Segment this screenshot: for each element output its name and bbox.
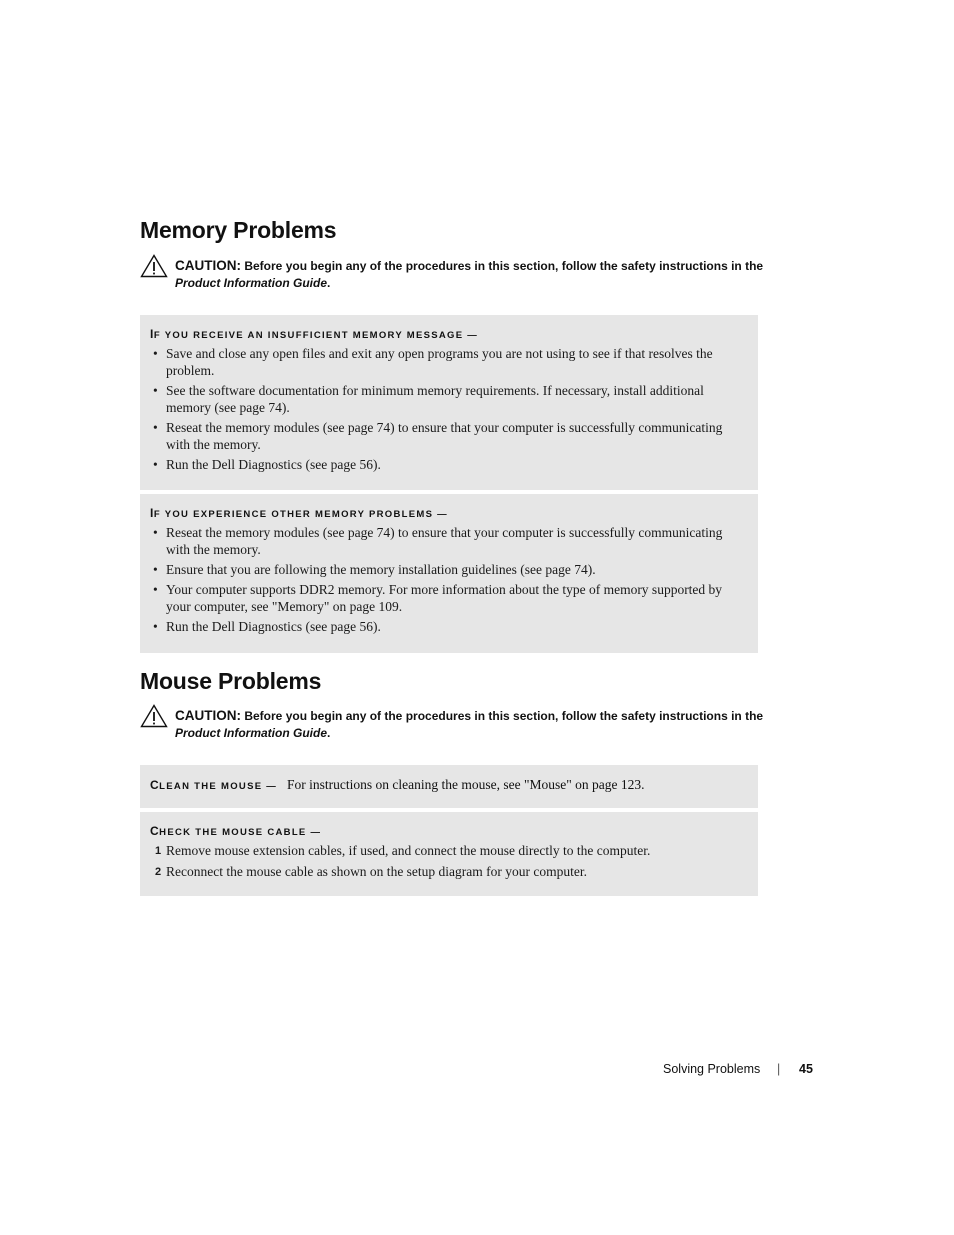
list-item: • Run the Dell Diagnostics (see page 56).	[153, 619, 381, 634]
mouse-problems-heading: Mouse Problems	[140, 668, 322, 694]
check-mouse-cable-heading	[150, 820, 748, 842]
list-item: • Your computer supports DDR2 memory. For more information about the type of memory supported by your computer, see "Memory" on page 109.	[153, 582, 723, 614]
footer-page-number: 45	[799, 1062, 813, 1076]
other-memory-box	[140, 494, 758, 653]
other-memory-list	[150, 524, 748, 635]
heading-initial: I	[150, 327, 154, 341]
heading-rest: F YOU RECEIVE AN INSUFFICIENT MEMORY MESSAGE —	[153, 330, 479, 341]
step-item: 1 Remove mouse extension cables, if used, and connect the mouse directly to the computer.	[155, 843, 651, 858]
footer-separator: |	[777, 1062, 781, 1076]
heading-rest: F YOU EXPERIENCE OTHER MEMORY PROBLEMS —	[153, 509, 448, 520]
insufficient-memory-heading	[150, 323, 748, 345]
list-item: • Reseat the memory modules (see page 74) to ensure that your computer is successfully communicating with the memory.	[153, 525, 723, 557]
clean-mouse-text: For instructions on cleaning the mouse, see "Mouse" on page 123.	[287, 777, 645, 792]
caution-guide-title: Product Information Guide	[175, 276, 327, 290]
memory-caution	[140, 254, 770, 294]
caution-text: Before you begin any of the procedures in this section, follow the safety instructions in the	[244, 709, 764, 723]
footer-section-title: Solving Problems	[663, 1062, 761, 1076]
caution-label: CAUTION:	[175, 258, 241, 273]
caution-triangle-icon	[140, 704, 168, 728]
clean-mouse-heading	[150, 775, 748, 797]
mouse-caution	[140, 704, 770, 744]
insufficient-memory-list	[150, 345, 748, 473]
heading-initial: C	[150, 824, 160, 838]
list-item: • Ensure that you are following the memory installation guidelines (see page 74).	[153, 562, 596, 577]
memory-problems-heading: Memory Problems	[140, 217, 337, 243]
clean-mouse-box	[140, 765, 758, 808]
heading-initial: I	[150, 506, 154, 520]
caution-text: Before you begin any of the procedures in this section, follow the safety instructions in the	[244, 259, 764, 273]
caution-label: CAUTION:	[175, 708, 241, 723]
caution-period: .	[327, 726, 331, 740]
list-item: • Save and close any open files and exit any open programs you are not using to see if that resolves the problem.	[153, 346, 713, 378]
check-mouse-cable-steps	[150, 842, 748, 880]
heading-rest: HECK THE MOUSE CABLE —	[159, 827, 322, 838]
check-mouse-cable-box	[140, 812, 758, 896]
caution-guide-title: Product Information Guide	[175, 726, 327, 740]
caution-triangle-icon	[140, 254, 168, 278]
heading-rest: LEAN THE MOUSE —	[159, 781, 278, 792]
insufficient-memory-box	[140, 315, 758, 490]
other-memory-heading	[150, 502, 748, 524]
list-item: • See the software documentation for minimum memory requirements. If necessary, install additional memory (see page 74).	[153, 383, 704, 415]
step-item: 2 Reconnect the mouse cable as shown on the setup diagram for your computer.	[155, 864, 588, 879]
heading-initial: C	[150, 778, 160, 792]
list-item: • Reseat the memory modules (see page 74) to ensure that your computer is successfully communicating with the memory.	[153, 420, 723, 452]
caution-period: .	[327, 276, 331, 290]
list-item: • Run the Dell Diagnostics (see page 56).	[153, 457, 381, 472]
